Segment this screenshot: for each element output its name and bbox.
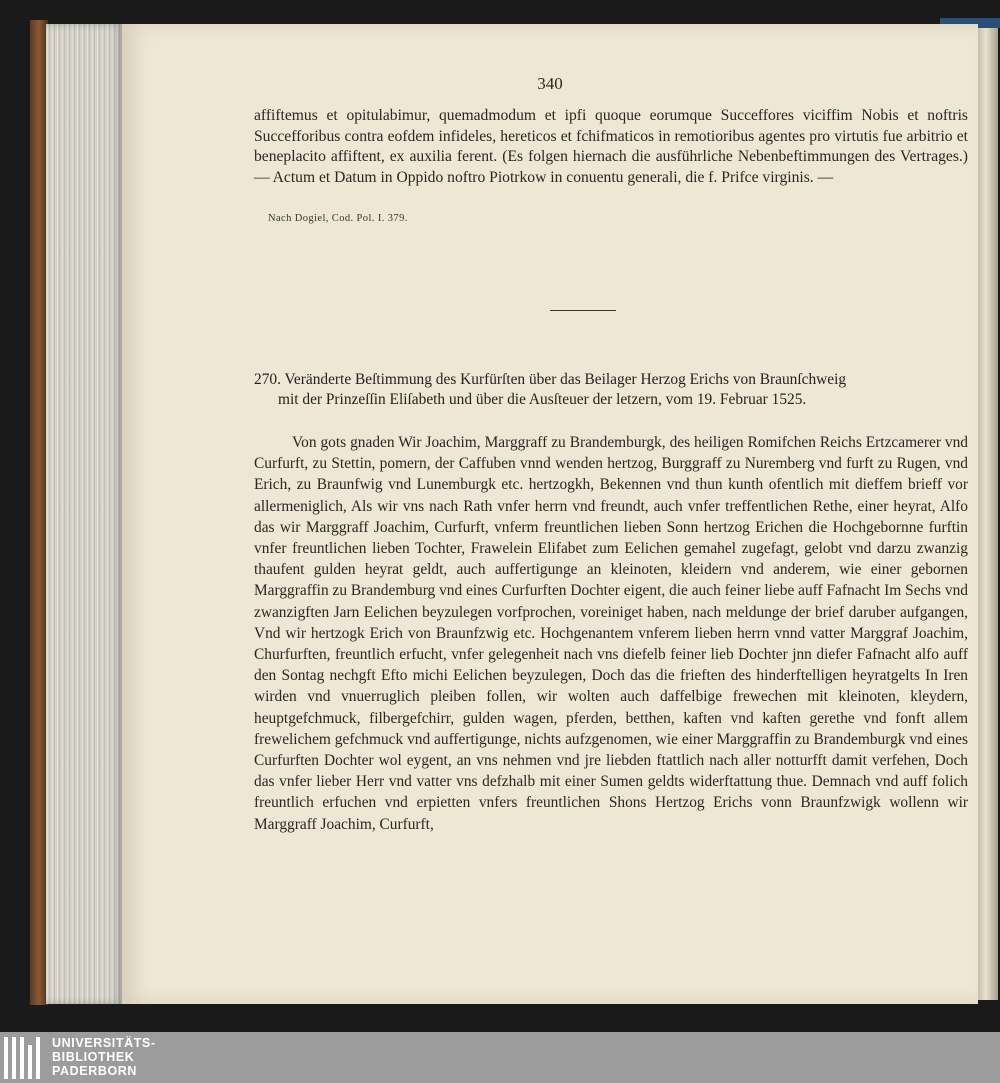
document-heading (254, 370, 968, 410)
page-number: 340 (537, 74, 563, 93)
library-logo-text (52, 1036, 156, 1078)
page-stack-edge (46, 24, 124, 1004)
heading-line-1: 270. Veränderte Beſtimmung des Kurfürſten über das Beilager Herzog Erichs von Braunſchweig (254, 371, 847, 388)
source-note: Nach Dogiel, Cod. Pol. I. 379. (268, 213, 408, 224)
logo-line-3: PADERBORN (52, 1064, 138, 1078)
section-divider (550, 310, 616, 311)
german-paragraph: Von gots gnaden Wir Joachim, Marggraff zu Brandemburgk, des heiligen Romifchen Reichs Ertzcamerer vnd Curfurft, zu Stettin, pomern, der Caffuben vnnd wenden hertzog, Burggraff zu Nuremberg vnd furft zu Rugen, vnd Erich, zu Braunfwig vnd Lunemburgk etc. hertzogkh, Bekennen vnd thun kunth ofentlich mit dieffem brieff vor allermeniglich, Als wir vns nach Rath vnfer herrn vnd freundt, auch vnfer treffentlichen Rethe, einer heyrat, Alfo das wir Marggraff Joachim, Curfurft, vnferm freuntlichen lieben Sonn hertzog Erichen die Hochgebornne furftin vnfer freuntlichen lieben Tochter, Frawelein Elifabet zum Eelichen gemahel zugefagt, gelobt vnd darzu zwanzig thaufent gulden heyrat geldt, auch auffertigunge an kleinoten, kleidern vnd anderem, wie einer gebornen Marggraffin zu Brandemburg vnd eines Curfurften Dochter eigent, die auch feiner liebe auff Fafnacht Im Sechs vnd zwanzigften Jarn Eelichen beyzulegen vorfprochen, voreiniget haben, nach meldunge der brief daruber aufgangen, Vnd wir hertzogk Erich von Braunfzwig etc. Hochgenantem vnferem lieben herrn vnnd vatter Marggraf Joachim, Churfurften, freuntlich erfucht, vnfer gelegenheit nach vns diefelb feiner lieb Dochter jnn diefer Fafnacht alfo auff den Sontag nechgft Efto michi Eelichen beyzulegen, Doch das die frieften des hinderftelligen heyratgelts In Iren wirden vnd vnuerruglich pleiben follen, wir wolten auch daffelbige frewechen mit kleinoten, kleydern, heuptgefchmuck, filbergefchirr, gulden wagen, pferden, betthen, kaften vnd kaften gerethe vnd fonft allem frewelichem gefchmuck vnd auffertigunge, nichts aufzgenomen, wie einer Marggraffin zu Brandemburgk vnd eines Curfurften Dochter wol eygent, an vns nehmen vnd jre liebden ftattlich nach aller notturfft damit verfehen, Doch das vnfer lieber Herr vnd vatter vns defzhalb mit einer Sumen geldts widerftattung thue. Demnach vnd auff folich freuntlich erfuchen vnd erpietten vnfers freuntlichen Shons Hertzog Erichs vonn Braunfzwigk wollenn wir Marggraff Joachim, Curfurft, (254, 434, 968, 833)
latin-paragraph-block (254, 106, 968, 188)
logo-line-1: UNIVERSITÄTS- (52, 1036, 156, 1050)
latin-paragraph: affiftemus et opitulabimur, quemadmodum et ipfi quoque eorumque Succeffores viciffim Nobis et noftris Succefforibus contra eofdem infideles, hereticos et fchifmaticos in remotioribus agentes pro virtutis fue arbitrio et beneplacito affiftent, ex auxilia ferent. (Es folgen hiernach die ausführliche Nebenbeftimmungen des Vertrages.) — Actum et Datum in Oppido noftro Piotrkow in conuentu generali, die f. Prifce virginis. — (254, 107, 968, 186)
library-footer-bar (0, 1032, 1000, 1083)
right-page-edge (978, 28, 998, 1000)
heading-line-2: mit der Prinzeſſin Eliſabeth und über die Ausſteuer der letzern, vom 19. Februar 1525. (278, 391, 807, 408)
logo-line-2: BIBLIOTHEK (52, 1050, 135, 1064)
book-page (122, 24, 978, 1004)
library-logo-icon (0, 1037, 46, 1079)
german-paragraph-block (254, 432, 968, 835)
